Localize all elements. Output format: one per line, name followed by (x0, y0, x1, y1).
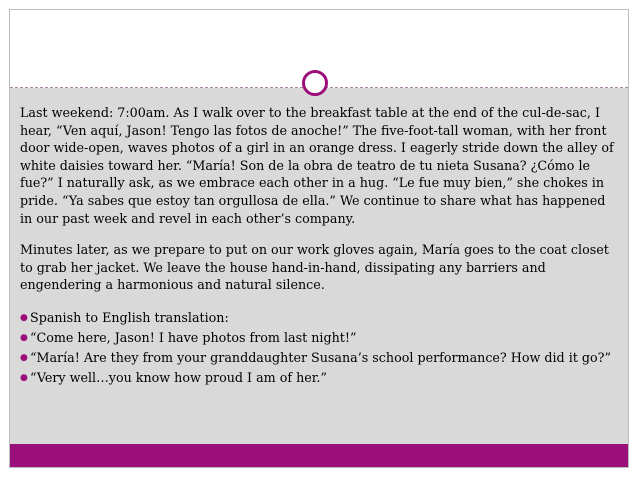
narrative-paragraph-1: Last weekend: 7:00am. As I walk over to the breakfast table at the end of the cul-de-sac, I hear, “Ven aquí, Jason! Tengo las fotos de anoche!” The five-foot-tall woman, with her front door wide-open, waves photos of a girl in an orange dress. I eagerly stride down the alley of white daisies toward her. “María! Son de la obra de teatro de tu nieta Susana? ¿Cómo le fue?” I naturally ask, as we embrace each other in a hug. “Le fue muy bien,” she chokes in pride. “Ya sabes que estoy tan orgullosa de ella.” We continue to share what has happened in our past week and revel in each other’s company. (20, 105, 614, 226)
narrative-paragraph-2: Minutes later, as we prepare to put on our work gloves again, María goes to the coat closet to grab her jacket. We leave the house hand-in-hand, dissipating any barriers and engendering a harmonious and natural silence. (20, 242, 609, 293)
ring-decoration-icon (302, 70, 328, 96)
list-item (20, 308, 620, 328)
list-item (20, 348, 620, 368)
list-item (20, 368, 620, 388)
body-text (20, 104, 620, 388)
list-item-text: “Come here, Jason! I have photos from last night!” (30, 329, 357, 345)
footer-bar (10, 444, 628, 467)
list-item-text: “Very well…you know how proud I am of her.” (30, 369, 327, 385)
bullet-icon: ● (20, 352, 28, 363)
bullet-icon: ● (20, 312, 28, 323)
bullet-icon: ● (20, 332, 28, 343)
list-item (20, 328, 620, 348)
translation-list (20, 308, 620, 388)
list-item-text: “María! Are they from your granddaughter Susana’s school performance? How did it go?” (30, 349, 611, 365)
bullet-icon: ● (20, 372, 28, 383)
list-item-text: Spanish to English translation: (30, 309, 229, 325)
